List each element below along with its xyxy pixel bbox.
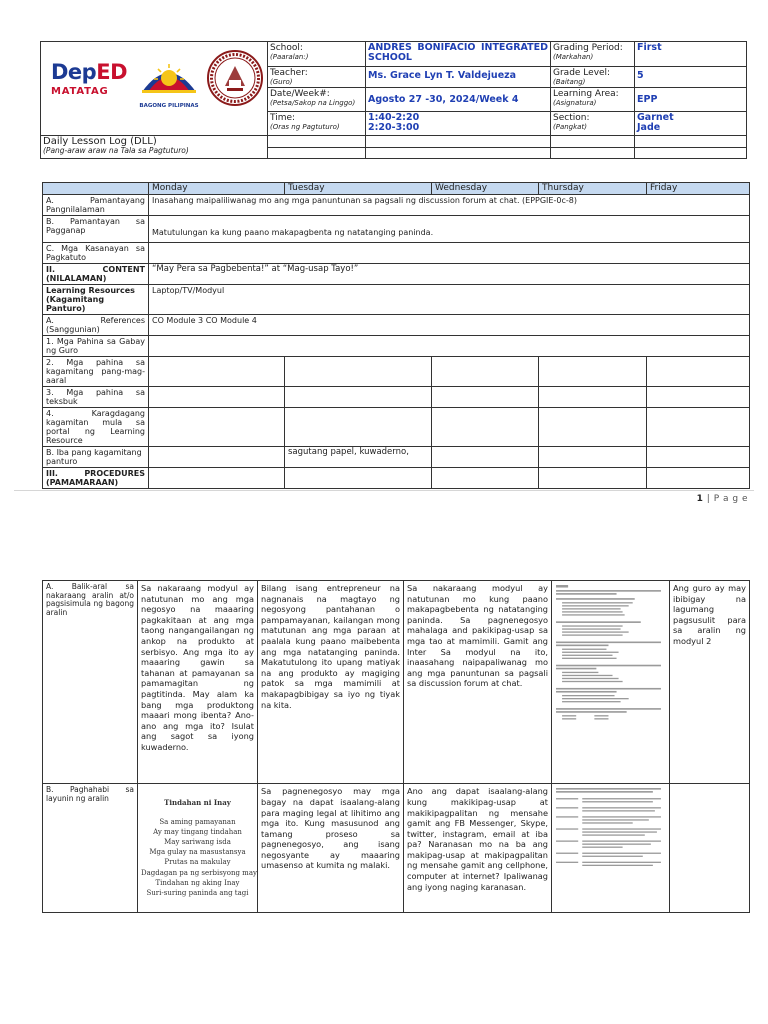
school-value: ANDRES BONIFACIO INTEGRATED SCHOOL: [366, 42, 551, 67]
row-label-content-standard: A. Pamantayang Pangnilalaman: [43, 195, 149, 216]
day-header-tuesday: Tuesday: [285, 183, 432, 195]
date-week-label: Date/Week#: (Petsa/Sakop na Linggo): [268, 88, 366, 112]
school-seal-icon: [207, 50, 263, 109]
poem-line: Dagdagan pa ng serbisyong may: [141, 868, 257, 877]
row-label-learner-material-pages: 2. Mga pahina sa kagamitang pang-mag-aaral: [43, 357, 149, 387]
textbook-thu: [539, 387, 647, 408]
grading-period-label: Grading Period: (Markahan): [551, 42, 635, 67]
procedures-thu: [539, 468, 647, 489]
worksheet-thumbnail-icon: [554, 583, 667, 779]
poem-tindahan-ni-inay: [138, 784, 258, 913]
procedures-wed: [432, 468, 539, 489]
grade-level-value: 5: [635, 67, 747, 88]
logo-area: [41, 42, 268, 136]
row-label-content: II. CONTENT (NILALAMAN): [43, 264, 149, 285]
poem-line: Ay may tingang tindahan: [153, 827, 242, 836]
bagong-pilipinas-logo: [136, 52, 202, 111]
procedures-fri: [647, 468, 750, 489]
row-label-learning-competencies: C. Mga Kasanayan sa Pagkatuto: [43, 243, 149, 264]
learning-resources-value: Laptop/TV/Modyul: [149, 285, 750, 315]
learning-area-label: Learning Area: (Asignatura): [551, 88, 635, 112]
learning-area-value: EPP: [635, 88, 747, 112]
page-number-separator: |: [706, 494, 711, 504]
section-1: Garnet: [637, 112, 674, 123]
row-label-additional-materials: 4. Karagdagang kagamitan mula sa portal ng Learning Resource: [43, 408, 149, 447]
day-header-blank: [43, 183, 149, 195]
additional-wed: [432, 408, 539, 447]
procedures-tue: [285, 468, 432, 489]
poem-line: Suri-suring paninda ang tagi: [146, 888, 249, 897]
purpose-friday: [670, 784, 750, 913]
worksheet-thumbnail-icon: [554, 786, 667, 907]
school-label: School: (Paaralan:): [268, 42, 366, 67]
purpose-thursday-worksheet: [552, 784, 670, 913]
section-2: Jade: [637, 122, 661, 133]
time-label: Time: (Oras ng Pagtuturo): [268, 112, 366, 136]
page-number-label: P a g e: [713, 494, 748, 504]
day-header-friday: Friday: [647, 183, 750, 195]
textbook-wed: [432, 387, 539, 408]
other-materials-wed: [432, 447, 539, 468]
row-label-performance-standard: B. Pamantayan sa Pagganap: [43, 216, 149, 243]
time-slot-2: 2:20-3:00: [368, 122, 420, 133]
page-divider: [14, 490, 754, 491]
blank-cell: [366, 136, 551, 148]
section-label: Section: (Pangkat): [551, 112, 635, 136]
section-value: [635, 112, 747, 136]
deped-logo: [51, 61, 127, 97]
review-friday: Ang guro ay may ibibigay na lagumang pagsusulit para sa aralin ng modyul 2: [670, 581, 750, 784]
other-materials-fri: [647, 447, 750, 468]
school-info-header: [40, 41, 747, 159]
additional-fri: [647, 408, 750, 447]
purpose-wednesday: Ano ang dapat isaalang-alang kung makikipag-usap at makikipagpalitan ng mensahe gamit ang FB Messenger, Skype, twitter, instagram, email at iba pa? Naranasan mo na ba ang makipag-usap at makipagpalitan ng mensahe gamit ang cellphone, computer at internet? Ipaliwanag ang iyong naging karanasan.: [404, 784, 552, 913]
textbook-tue: [285, 387, 432, 408]
blank-cell: [551, 148, 635, 159]
additional-thu: [539, 408, 647, 447]
learner-material-wed: [432, 357, 539, 387]
teacher-label: Teacher: (Guro): [268, 67, 366, 88]
additional-tue: [285, 408, 432, 447]
content-standard-value: Inasahang maipaliliwanag mo ang mga panuntunan sa pagsali ng discussion forum at chat. (EPPGIE-0c-8): [149, 195, 750, 216]
grade-level-label: Grade Level: (Baitang): [551, 67, 635, 88]
time-slot-1: 1:40-2:20: [368, 112, 420, 123]
page-number-value: 1: [696, 494, 704, 504]
deped-logo-text-a: Dep: [51, 60, 97, 84]
textbook-fri: [647, 387, 750, 408]
blank-cell: [366, 148, 551, 159]
poem-title: Tindahan ni Inay: [164, 798, 231, 808]
row-label-references: A. References (Sanggunian): [43, 315, 149, 336]
weekly-schedule-table: [42, 182, 750, 489]
row-label-textbook-pages: 3. Mga pahina sa teksbuk: [43, 387, 149, 408]
review-wednesday: Sa nakaraang modyul ay natutunan mo kung paano makapagbebenta ng natatanging paninda. Sa pagnenegosyo mahalaga and pakikipag-usap sa mga tao at mamimili. Gamit ang Inter Sa modyul na ito, inaasahang naipapaliwanag mo ang mga panuntunan sa pagsali sa discussion forum at chat.: [404, 581, 552, 784]
row-label-learning-resources: Learning Resources (Kagamitang Panturo): [43, 285, 149, 315]
content-value: “May Pera sa Pagbebenta!” at “Mag-usap Tayo!”: [149, 264, 750, 285]
poem-line: Prutas na makulay: [164, 858, 231, 867]
poem-line: Sa aming pamayanan: [159, 817, 236, 826]
blank-cell: [268, 136, 366, 148]
learner-material-mon: [149, 357, 285, 387]
purpose-tuesday: Sa pagnenegosyo may mga bagay na dapat isaalang-alang para maging legal at lihitimo ang mga ito. Kung masusunod ang tamang proseso sa pagnenegosyo, ang isang negosyante ay maaaring umasenso at kumita ng malaki.: [258, 784, 404, 913]
procedures-mon: [149, 468, 285, 489]
teacher-value: Ms. Grace Lyn T. Valdejueza: [366, 67, 551, 88]
other-materials-tue: sagutang papel, kuwaderno,: [285, 447, 432, 468]
grading-period-value: First: [635, 42, 747, 67]
review-monday: Sa nakaraang modyul ay natutunan mo ang mga negosyo na maaaring pagkakitaan at ang mga taong nangangailangan ng ankop na produkto at serbisyo. Ang mga ito ay maaaring gawin sa tahanan at pamayanan sa pamamagitan ng pagtitinda. May alam ka bang mga produktong maaari mong ibenta? Ano-ano ang mga ito? Isulat ang sagot sa iyong kuwaderno.: [138, 581, 258, 784]
poem-line: Tindahan ng aking Inay: [155, 878, 240, 887]
bagong-pilipinas-label: BAGONG PILIPINAS: [139, 103, 199, 109]
row-label-teacher-guide-pages: 1. Mga Pahina sa Gabay ng Guro: [43, 336, 149, 357]
procedures-table: [42, 580, 750, 913]
blank-cell: [551, 136, 635, 148]
day-header-wednesday: Wednesday: [432, 183, 539, 195]
other-materials-mon: [149, 447, 285, 468]
blank-cell: [635, 148, 747, 159]
blank-cell: [635, 136, 747, 148]
time-value: [366, 112, 551, 136]
blank-cell: [268, 148, 366, 159]
other-materials-thu: [539, 447, 647, 468]
review-tuesday: Bilang isang entrepreneur na nagnanais na magtayo ng negosyong pantahanan o pampamayanan, kailangan mong matutunan ang mga paraan at paalala kung paano maibebenta ang mga natatanging paninda. Makatutulong ito upang matiyak na ang produkto ay magiging patok sa mga mamimili at makapagbibigay sa iyo ng tiyak na kita.: [258, 581, 404, 784]
learning-competencies-value: [149, 243, 750, 264]
day-header-monday: Monday: [149, 183, 285, 195]
references-value: CO Module 3 CO Module 4: [149, 315, 750, 336]
additional-mon: [149, 408, 285, 447]
dll-title: Daily Lesson Log (DLL) (Pang-araw araw na Tala sa Pagtuturo): [41, 136, 268, 159]
day-header-thursday: Thursday: [539, 183, 647, 195]
row-label-procedures: III. PROCEDURES (PAMAMARAAN): [43, 468, 149, 489]
learner-material-tue: [285, 357, 432, 387]
poem-line: Mga gulay na masustansya: [149, 848, 246, 857]
row-label-review: A. Balik-aral sa nakaraang aralin at/o pagsisimula ng bagong aralin: [43, 581, 138, 784]
review-thursday-worksheet: [552, 581, 670, 784]
performance-standard-value: Matutulungan ka kung paano makapagbenta ng natatanging paninda.: [149, 216, 750, 243]
poem-line: May sariwang isda: [164, 837, 231, 846]
learner-material-fri: [647, 357, 750, 387]
textbook-mon: [149, 387, 285, 408]
row-label-other-materials: B. Iba pang kagamitang panturo: [43, 447, 149, 468]
deped-logo-text-b: ED: [96, 60, 127, 84]
bagong-pilipinas-emblem-icon: [136, 52, 202, 96]
teacher-guide-pages-value: [149, 336, 750, 357]
row-label-purpose: B. Paghahabi sa layunin ng aralin: [43, 784, 138, 913]
page-number: [697, 494, 748, 504]
learner-material-thu: [539, 357, 647, 387]
matatag-logo-text: MATATAG: [51, 86, 109, 97]
date-week-value: Agosto 27 -30, 2024/Week 4: [366, 88, 551, 112]
